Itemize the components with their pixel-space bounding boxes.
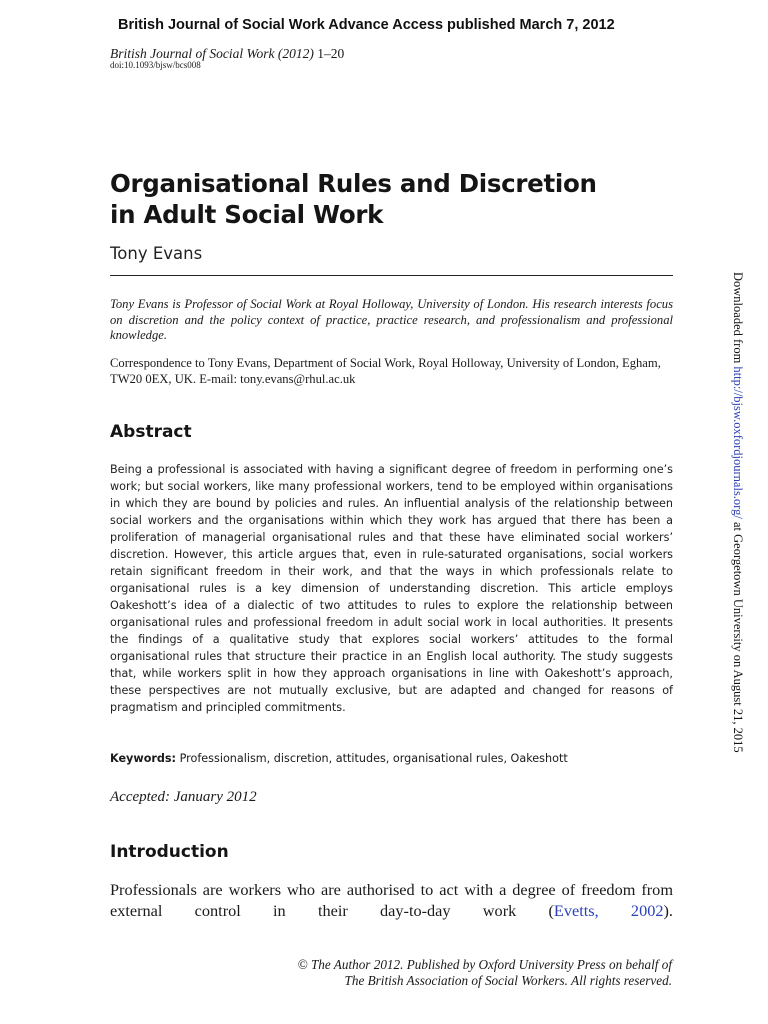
title-line-1: Organisational Rules and Discretion <box>110 169 597 198</box>
footer-line-1: © The Author 2012. Published by Oxford University Press on behalf of <box>297 957 672 972</box>
download-suffix: at Georgetown University on August 21, 2015 <box>731 518 745 753</box>
doi: doi:10.1093/bjsw/bcs008 <box>110 60 201 70</box>
abstract-text: Being a professional is associated with having a significant degree of freedom in performing one’s work; but social workers, like many professional workers, tend to be employed within organisations in which they are bound by policies and rules. An influential analysis of the relationship between social workers and the organisations within which they work has argued that there has been a proliferation of managerial organisational rules and that these have eliminated social workers’ discretion. However, this article argues that, even in rule-saturated organisations, social workers retain significant freedom in their work, and that the ways in which professionals relate to organisational rules is a key dimension of understanding discretion. This article employs Oakeshott’s idea of a dialectic of two attitudes to rules to explore the relationship between organisational rules and professional freedom in adult social work in local authorities. It presents the findings of a qualitative study that explores social workers’ attitudes to the formal organisational rules that structure their practice in an English local authority. The study suggests that, while workers split in how they approach organisations in line with Oakeshott’s approach, these perspectives are not mutually exclusive, but are adapted and changed for reasons of pragmatism and principled commitments. <box>110 463 673 714</box>
author-bio: Tony Evans is Professor of Social Work at Royal Holloway, University of London. His research interests focus on discretion and the policy context of practice, practice research, and professionalism and professional knowledge. <box>110 297 673 342</box>
download-note <box>730 272 745 753</box>
accepted-date: Accepted: January 2012 <box>110 789 257 805</box>
title-line-2: in Adult Social Work <box>110 200 384 229</box>
keywords-label: Keywords: <box>110 752 177 765</box>
introduction-heading: Introduction <box>110 842 229 862</box>
intro-text-before: Professionals are workers who are authorised to act with a degree of freedom from external control in their day-to-day work ( <box>110 880 673 920</box>
introduction-text <box>110 879 673 921</box>
citation-link-evetts[interactable]: Evetts, 2002 <box>553 901 664 920</box>
download-prefix: Downloaded from <box>731 272 745 367</box>
journal-pages: 1–20 <box>317 46 345 61</box>
advance-access-banner: British Journal of Social Work Advance Access published March 7, 2012 <box>118 17 615 33</box>
keywords-value: Professionalism, discretion, attitudes, organisational rules, Oakeshott <box>179 752 568 765</box>
journal-url-link[interactable]: http://bjsw.oxfordjournals.org/ <box>731 366 745 519</box>
author-name: Tony Evans <box>110 244 203 263</box>
article-title <box>110 168 670 230</box>
copyright-footer <box>212 957 672 989</box>
footer-line-2: The British Association of Social Workers. All rights reserved. <box>344 973 672 988</box>
title-divider <box>110 275 673 276</box>
journal-name: British Journal of Social Work (2012) <box>110 46 314 61</box>
keywords <box>110 752 673 765</box>
abstract-heading: Abstract <box>110 422 192 442</box>
intro-text-after: ). <box>663 901 673 920</box>
correspondence: Correspondence to Tony Evans, Department of Social Work, Royal Holloway, University of London, Egham, TW20 0EX, UK. E-mail: tony.evans@rhul.ac.uk <box>110 356 661 386</box>
